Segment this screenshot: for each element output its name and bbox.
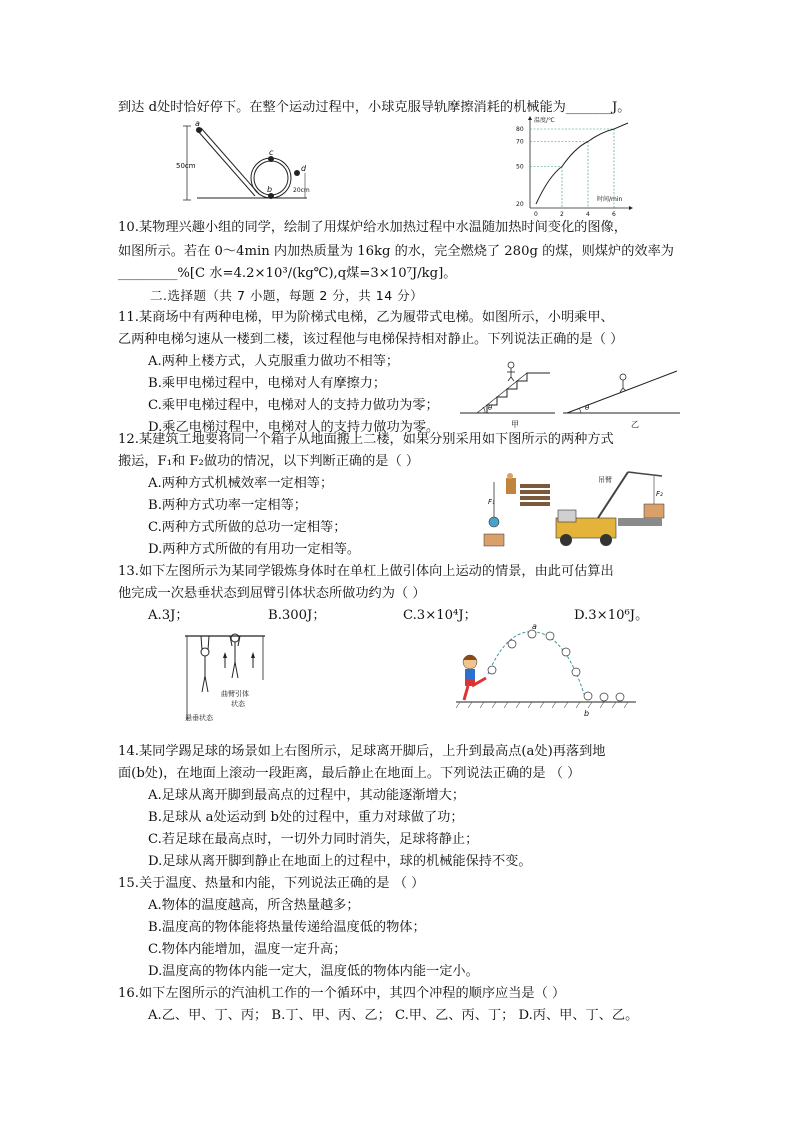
temp-xtick: 4 bbox=[586, 211, 590, 218]
escalator-label-yi: 乙 bbox=[631, 420, 639, 429]
temp-xtick: 2 bbox=[560, 211, 564, 218]
pulley-crane-figure bbox=[478, 470, 688, 550]
q11-option-b: B.乘甲电梯过程中，电梯对人有摩擦力； bbox=[148, 376, 387, 391]
temp-xtick: 6 bbox=[612, 211, 616, 218]
q14-option-d: D.足球从离开脚到静止在地面上的过程中，球的机械能保持不变。 bbox=[148, 854, 532, 869]
track-figure bbox=[175, 118, 315, 208]
temp-xlabel: 时间/min bbox=[597, 196, 623, 203]
crane-label-f2: F₂ bbox=[656, 490, 663, 498]
q16-line1: 16.如下左图所示的汽油机工作的一个循环中，其四个冲程的顺序应当是（ ） bbox=[118, 986, 566, 1001]
q13-line1: 13.如下左图所示为某同学锻炼身体时在单杠上做引体向上运动的情景，由此可估算出 bbox=[118, 564, 614, 579]
temperature-graph bbox=[505, 112, 635, 218]
q10-line1: 10.某物理兴趣小组的同学，绘制了用煤炉给水加热过程中水温随加热时间变化的图像， bbox=[118, 220, 627, 235]
crane-scene bbox=[556, 472, 664, 546]
q10-line3: _________%[C 水=4.2×10³/(kg℃),q煤=3×10⁷J/kg]。 bbox=[118, 266, 457, 281]
q14-line2: 面(b处)，在地面上滚动一段距离，最后静止在地面上。下列说法正确的是 （ ） bbox=[118, 766, 581, 781]
q14-option-a: A.足球从离开脚到最高点的过程中，其动能逐渐增大； bbox=[148, 788, 466, 803]
q15-line1: 15.关于温度、热量和内能，下列说法正确的是 （ ） bbox=[118, 876, 425, 891]
pullup-figure bbox=[175, 630, 275, 725]
pullup-label-3: 悬垂状态 bbox=[185, 714, 213, 722]
temp-ylabel: 温度/℃ bbox=[534, 117, 555, 124]
q13-option-d: D.3×10⁶J。 bbox=[574, 608, 649, 623]
escalator-theta-2: θ bbox=[585, 404, 590, 412]
q15-option-c: C.物体内能增加，温度一定升高； bbox=[148, 942, 347, 957]
section-2-heading: 二.选择题（共 7 小题，每题 2 分，共 14 分） bbox=[150, 288, 424, 303]
temp-ytick: 70 bbox=[516, 138, 524, 146]
q11-option-d: D.乘乙电梯过程中，电梯对人的支持力做功为零。 bbox=[148, 420, 440, 435]
q12-line2: 搬运，F₁和 F₂做功的情况，以下判断正确的是（ ） bbox=[118, 454, 420, 469]
q9-tail-text: 到达 d处时恰好停下。在整个运动过程中，小球克服导轨摩擦消耗的机械能为_______J。 bbox=[118, 100, 631, 115]
soccer-label-b: b bbox=[584, 709, 590, 718]
track-label-b: b bbox=[267, 185, 273, 194]
q11-option-c: C.乘甲电梯过程中，电梯对人的支持力做功为零； bbox=[148, 398, 439, 413]
track-label-d: d bbox=[301, 164, 307, 173]
q12-option-c: C.两种方式所做的总功一定相等； bbox=[148, 520, 347, 535]
soccer-figure bbox=[452, 622, 642, 720]
pulley-label-f1: F₁ bbox=[488, 498, 495, 506]
q13-option-a: A.3J； bbox=[148, 608, 189, 623]
q14-line1: 14.某同学踢足球的场景如上右图所示，足球离开脚后，上升到最高点(a处)再落到地 bbox=[118, 744, 606, 759]
q11-line1: 11.某商场中有两种电梯，甲为阶梯式电梯，乙为履带式电梯。如图所示，小明乘甲、 bbox=[118, 310, 614, 325]
escalator-theta-1: θ bbox=[488, 404, 493, 412]
q13-option-c: C.3×10⁴J； bbox=[403, 608, 477, 623]
temp-xtick: 0 bbox=[534, 211, 538, 218]
soccer-label-a: a bbox=[532, 622, 537, 631]
track-label-50cm: 50cm bbox=[176, 162, 196, 170]
track-label-a: a bbox=[195, 119, 200, 128]
q11-option-a: A.两种上楼方式，人克服重力做功不相等； bbox=[148, 354, 400, 369]
q15-option-b: B.温度高的物体能将热量传递给温度低的物体； bbox=[148, 920, 426, 935]
q11-line2: 乙两种电梯匀速从一楼到二楼，该过程他与电梯保持相对静止。下列说法正确的是（ ） bbox=[118, 332, 624, 347]
q14-option-b: B.足球从 a处运动到 b处的过程中，重力对球做了功； bbox=[148, 810, 464, 825]
temp-ytick: 20 bbox=[516, 201, 524, 208]
pullup-label-1: 曲臂引体 bbox=[221, 690, 249, 698]
q12-line1: 12.某建筑工地要将同一个箱子从地面搬上二楼，如果分别采用如下图所示的两种方式 bbox=[118, 432, 614, 447]
escalator-label-jia: 甲 bbox=[511, 420, 519, 429]
q15-option-d: D.温度高的物体内能一定大，温度低的物体内能一定小。 bbox=[148, 964, 479, 979]
track-label-20cm: 20cm bbox=[293, 187, 310, 194]
temp-ytick: 80 bbox=[516, 126, 524, 133]
pullup-label-2: 状态 bbox=[231, 700, 245, 708]
q13-line2: 他完成一次悬垂状态到屈臂引体状态所做功约为（ ） bbox=[118, 586, 426, 601]
temperature-curve bbox=[536, 123, 628, 204]
q12-option-b: B.两种方式功率一定相等； bbox=[148, 498, 307, 513]
q12-option-d: D.两种方式所做的有用功一定相等。 bbox=[148, 542, 361, 557]
q15-option-a: A.物体的温度越高，所含热量越多； bbox=[148, 898, 360, 913]
q12-option-a: A.两种方式机械效率一定相等； bbox=[148, 476, 334, 491]
q13-option-b: B.300J； bbox=[268, 608, 326, 623]
track-label-c: c bbox=[269, 148, 274, 157]
q16-options: A.乙、甲、丁、丙； B.丁、甲、丙、乙； C.甲、乙、丙、丁； D.丙、甲、丁、乙。 bbox=[148, 1008, 639, 1023]
crane-label-arm: 吊臂 bbox=[598, 476, 612, 484]
q10-line2: 如图所示。若在 0～4min 内加热质量为 16kg 的水，完全燃烧了 280g 的煤，则煤炉的效率为 bbox=[118, 244, 674, 259]
escalator-figure bbox=[455, 355, 685, 430]
pulley-scene bbox=[484, 473, 550, 546]
q14-option-c: C.若足球在最高点时，一切外力同时消失，足球将静止； bbox=[148, 832, 479, 847]
temp-ytick: 50 bbox=[516, 163, 524, 171]
